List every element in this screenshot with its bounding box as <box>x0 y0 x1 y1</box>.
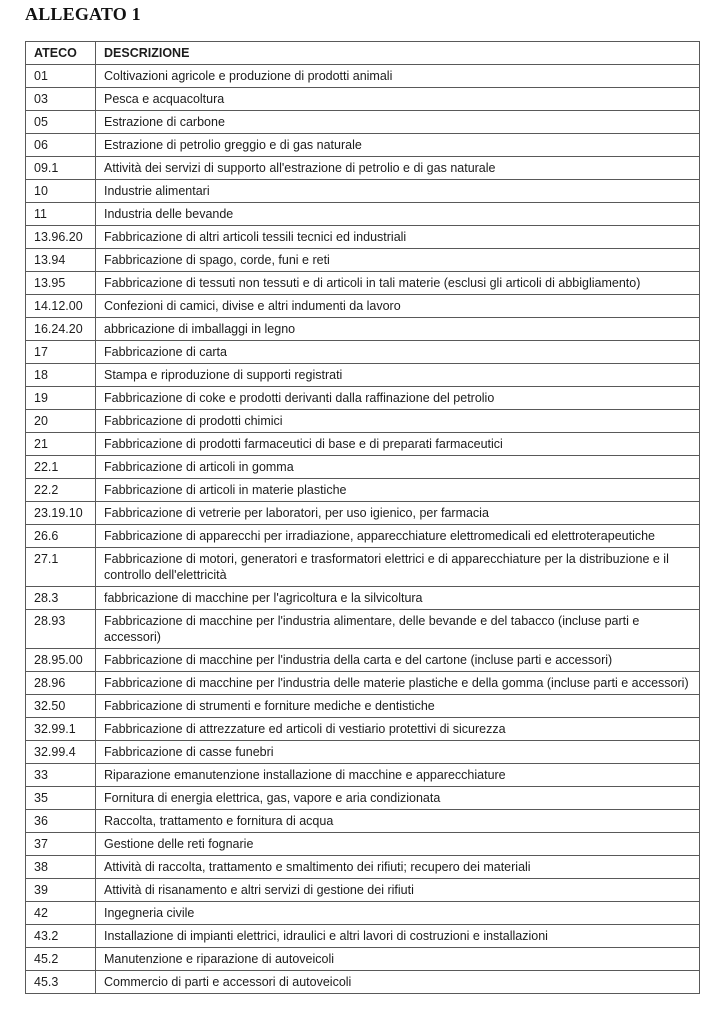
ateco-table-header <box>26 42 700 65</box>
table-row <box>26 111 700 134</box>
ateco-code-cell: 17 <box>26 341 96 364</box>
ateco-code-cell: 32.99.4 <box>26 741 96 764</box>
description-cell: Manutenzione e riparazione di autoveicoli <box>96 948 700 971</box>
ateco-code-cell: 21 <box>26 433 96 456</box>
ateco-code-cell: 06 <box>26 134 96 157</box>
description-cell: Attività di raccolta, trattamento e smaltimento dei rifiuti; recupero dei materiali <box>96 856 700 879</box>
ateco-code-cell: 32.99.1 <box>26 718 96 741</box>
ateco-code-cell: 28.3 <box>26 587 96 610</box>
description-cell: Installazione di impianti elettrici, idraulici e altri lavori di costruzioni e installazioni <box>96 925 700 948</box>
ateco-code-cell: 27.1 <box>26 548 96 587</box>
description-cell: Riparazione emanutenzione installazione di macchine e apparecchiature <box>96 764 700 787</box>
table-row <box>26 718 700 741</box>
table-row <box>26 410 700 433</box>
ateco-code-cell: 19 <box>26 387 96 410</box>
ateco-code-cell: 20 <box>26 410 96 433</box>
description-cell: Fabbricazione di strumenti e forniture mediche e dentistiche <box>96 695 700 718</box>
ateco-code-cell: 10 <box>26 180 96 203</box>
ateco-code-cell: 28.95.00 <box>26 649 96 672</box>
description-cell: Gestione delle reti fognarie <box>96 833 700 856</box>
ateco-code-cell: 13.94 <box>26 249 96 272</box>
description-cell: Fabbricazione di attrezzature ed articoli di vestiario protettivi di sicurezza <box>96 718 700 741</box>
description-cell: Fornitura di energia elettrica, gas, vapore e aria condizionata <box>96 787 700 810</box>
description-cell: Fabbricazione di articoli in materie plastiche <box>96 479 700 502</box>
table-row <box>26 249 700 272</box>
ateco-table-body <box>26 65 700 994</box>
table-row <box>26 180 700 203</box>
table-row <box>26 272 700 295</box>
description-cell: Fabbricazione di tessuti non tessuti e di articoli in tali materie (esclusi gli articoli di abbigliamento) <box>96 272 700 295</box>
ateco-code-cell: 11 <box>26 203 96 226</box>
description-cell: Fabbricazione di macchine per l'industria delle materie plastiche e della gomma (incluse parti e accessori) <box>96 672 700 695</box>
table-row <box>26 833 700 856</box>
description-cell: fabbricazione di macchine per l'agricoltura e la silvicoltura <box>96 587 700 610</box>
description-cell: Attività di risanamento e altri servizi di gestione dei rifiuti <box>96 879 700 902</box>
ateco-code-cell: 03 <box>26 88 96 111</box>
description-cell: Fabbricazione di prodotti farmaceutici di base e di preparati farmaceutici <box>96 433 700 456</box>
description-cell: Fabbricazione di macchine per l'industria alimentare, delle bevande e del tabacco (incluse parti e accessori) <box>96 610 700 649</box>
table-row <box>26 387 700 410</box>
ateco-code-cell: 01 <box>26 65 96 88</box>
ateco-code-cell: 35 <box>26 787 96 810</box>
table-row <box>26 479 700 502</box>
table-row <box>26 971 700 994</box>
header-row <box>26 42 700 65</box>
ateco-table <box>25 41 700 994</box>
ateco-code-cell: 16.24.20 <box>26 318 96 341</box>
table-row <box>26 587 700 610</box>
description-cell: abbricazione di imballaggi in legno <box>96 318 700 341</box>
table-row <box>26 341 700 364</box>
table-row <box>26 695 700 718</box>
table-row <box>26 787 700 810</box>
ateco-code-cell: 28.93 <box>26 610 96 649</box>
description-cell: Pesca e acquacoltura <box>96 88 700 111</box>
table-row <box>26 879 700 902</box>
ateco-code-cell: 26.6 <box>26 525 96 548</box>
description-cell: Ingegneria civile <box>96 902 700 925</box>
table-row <box>26 364 700 387</box>
description-cell: Raccolta, trattamento e fornitura di acqua <box>96 810 700 833</box>
column-header-descrizione: DESCRIZIONE <box>96 42 700 65</box>
description-cell: Fabbricazione di vetrerie per laboratori, per uso igienico, per farmacia <box>96 502 700 525</box>
ateco-code-cell: 45.2 <box>26 948 96 971</box>
table-row <box>26 741 700 764</box>
table-row <box>26 134 700 157</box>
description-cell: Fabbricazione di articoli in gomma <box>96 456 700 479</box>
description-cell: Coltivazioni agricole e produzione di prodotti animali <box>96 65 700 88</box>
ateco-code-cell: 18 <box>26 364 96 387</box>
ateco-code-cell: 05 <box>26 111 96 134</box>
description-cell: Fabbricazione di coke e prodotti derivanti dalla raffinazione del petrolio <box>96 387 700 410</box>
description-cell: Fabbricazione di prodotti chimici <box>96 410 700 433</box>
table-row <box>26 88 700 111</box>
table-row <box>26 810 700 833</box>
description-cell: Commercio di parti e accessori di autoveicoli <box>96 971 700 994</box>
description-cell: Industria delle bevande <box>96 203 700 226</box>
ateco-code-cell: 33 <box>26 764 96 787</box>
description-cell: Fabbricazione di motori, generatori e trasformatori elettrici e di apparecchiature per la distribuzione e il controllo dell'elettricità <box>96 548 700 587</box>
description-cell: Fabbricazione di apparecchi per irradiazione, apparecchiature elettromedicali ed elettroterapeutiche <box>96 525 700 548</box>
ateco-code-cell: 42 <box>26 902 96 925</box>
ateco-code-cell: 38 <box>26 856 96 879</box>
description-cell: Industrie alimentari <box>96 180 700 203</box>
table-row <box>26 65 700 88</box>
ateco-code-cell: 45.3 <box>26 971 96 994</box>
description-cell: Stampa e riproduzione di supporti registrati <box>96 364 700 387</box>
ateco-code-cell: 23.19.10 <box>26 502 96 525</box>
table-row <box>26 548 700 587</box>
table-row <box>26 672 700 695</box>
ateco-code-cell: 39 <box>26 879 96 902</box>
table-row <box>26 649 700 672</box>
table-row <box>26 610 700 649</box>
table-row <box>26 925 700 948</box>
ateco-code-cell: 36 <box>26 810 96 833</box>
table-row <box>26 902 700 925</box>
ateco-code-cell: 37 <box>26 833 96 856</box>
description-cell: Fabbricazione di macchine per l'industria della carta e del cartone (incluse parti e accessori) <box>96 649 700 672</box>
description-cell: Fabbricazione di carta <box>96 341 700 364</box>
column-header-ateco: ATECO <box>26 42 96 65</box>
description-cell: Fabbricazione di altri articoli tessili tecnici ed industriali <box>96 226 700 249</box>
table-row <box>26 525 700 548</box>
table-row <box>26 502 700 525</box>
description-cell: Confezioni di camici, divise e altri indumenti da lavoro <box>96 295 700 318</box>
description-cell: Fabbricazione di casse funebri <box>96 741 700 764</box>
ateco-code-cell: 09.1 <box>26 157 96 180</box>
table-row <box>26 433 700 456</box>
table-row <box>26 226 700 249</box>
ateco-code-cell: 13.96.20 <box>26 226 96 249</box>
table-row <box>26 295 700 318</box>
table-row <box>26 456 700 479</box>
description-cell: Attività dei servizi di supporto all'estrazione di petrolio e di gas naturale <box>96 157 700 180</box>
table-row <box>26 764 700 787</box>
table-row <box>26 948 700 971</box>
ateco-code-cell: 14.12.00 <box>26 295 96 318</box>
ateco-code-cell: 43.2 <box>26 925 96 948</box>
table-row <box>26 318 700 341</box>
ateco-code-cell: 28.96 <box>26 672 96 695</box>
description-cell: Fabbricazione di spago, corde, funi e reti <box>96 249 700 272</box>
table-row <box>26 203 700 226</box>
description-cell: Estrazione di carbone <box>96 111 700 134</box>
table-row <box>26 157 700 180</box>
ateco-code-cell: 22.2 <box>26 479 96 502</box>
page-title: ALLEGATO 1 <box>25 4 141 24</box>
description-cell: Estrazione di petrolio greggio e di gas naturale <box>96 134 700 157</box>
ateco-code-cell: 13.95 <box>26 272 96 295</box>
table-row <box>26 856 700 879</box>
ateco-code-cell: 22.1 <box>26 456 96 479</box>
ateco-code-cell: 32.50 <box>26 695 96 718</box>
